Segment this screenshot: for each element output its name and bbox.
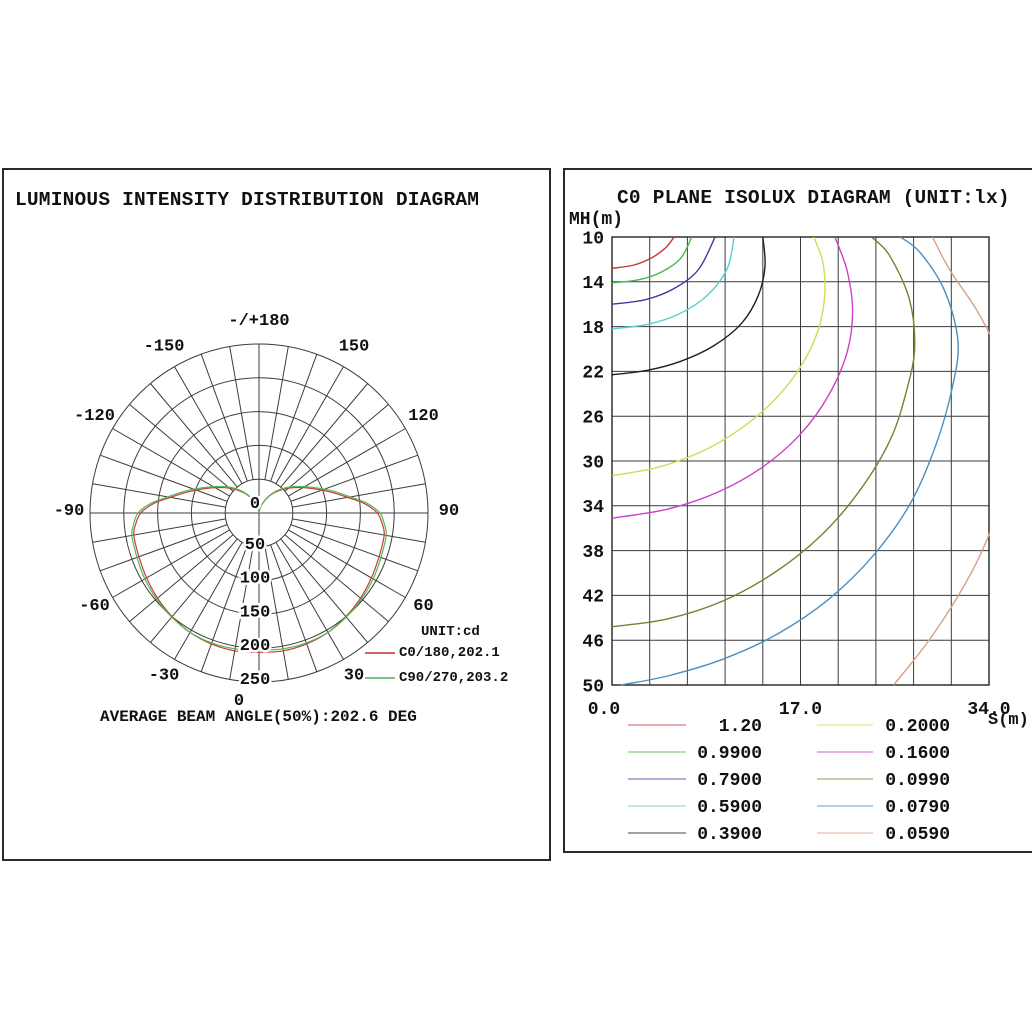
c0-series-swatch [365, 652, 395, 654]
isolux-legend-label: 0.5900 [697, 798, 762, 818]
polar-r-label: 50 [244, 535, 266, 555]
isolux-legend-label: 0.9900 [697, 744, 762, 764]
isolux-y-tick-label: 18 [582, 318, 604, 339]
c0-series-label: C0/180,202.1 [399, 644, 500, 661]
isolux-x-tick-label: 34.0 [967, 700, 1011, 720]
isolux-panel [563, 168, 1032, 853]
c90-series-swatch [365, 677, 395, 679]
isolux-x-tick-label: 0.0 [587, 700, 621, 720]
polar-angle-label: -150 [143, 337, 185, 357]
isolux-legend-label: 0.1600 [885, 744, 950, 764]
polar-angle-label: 150 [338, 337, 370, 357]
isolux-y-tick-label: 38 [582, 542, 604, 563]
luminous-intensity-panel [2, 168, 551, 861]
isolux-legend-label: 0.0790 [885, 798, 950, 818]
luminous-intensity-title: LUMINOUS INTENSITY DISTRIBUTION DIAGRAM [15, 189, 480, 211]
polar-angle-label: 60 [413, 596, 434, 616]
polar-angle-label: 30 [343, 666, 365, 686]
isolux-title: C0 PLANE ISOLUX DIAGRAM (UNIT:lx) [617, 187, 1010, 209]
polar-angle-label: 0 [233, 691, 245, 711]
polar-angle-label: 120 [408, 406, 439, 426]
isolux-y-tick-label: 50 [582, 677, 604, 698]
polar-angle-label: -30 [148, 666, 180, 686]
polar-angle-label: -60 [79, 596, 110, 616]
isolux-y-tick-label: 14 [582, 274, 604, 295]
polar-legend-row-c90 [365, 670, 508, 685]
polar-angle-label: -120 [74, 406, 115, 426]
isolux-y-tick-label: 10 [582, 229, 604, 250]
isolux-legend-label: 0.3900 [697, 825, 762, 845]
average-beam-angle-caption: AVERAGE BEAM ANGLE(50%):202.6 DEG [100, 708, 417, 726]
c90-series-label: C90/270,203.2 [399, 669, 509, 686]
polar-angle-label: -/+180 [228, 311, 290, 331]
isolux-legend-label: 0.7900 [697, 771, 762, 791]
polar-unit-label: UNIT:cd [421, 624, 480, 640]
isolux-x-tick-label: 17.0 [778, 700, 823, 720]
isolux-y-tick-label: 30 [582, 453, 604, 474]
y-axis-label: MH(m) [569, 210, 624, 230]
polar-r-label: 100 [239, 569, 271, 589]
isolux-y-tick-label: 34 [582, 498, 604, 519]
isolux-legend-label: 1.20 [718, 717, 762, 737]
polar-r-label: 200 [239, 637, 271, 657]
polar-legend-row-c0 [365, 645, 500, 660]
isolux-legend-label: 0.2000 [885, 717, 950, 737]
polar-r-label: 250 [239, 670, 271, 690]
isolux-y-tick-label: 22 [582, 363, 604, 384]
isolux-legend-label: 0.0590 [885, 825, 950, 845]
x-axis-label: S(m) [988, 711, 1029, 730]
isolux-y-tick-label: 26 [582, 408, 604, 429]
polar-angle-label: 90 [438, 501, 460, 521]
isolux-y-tick-label: 42 [582, 587, 604, 608]
polar-angle-label: -90 [53, 501, 85, 521]
isolux-y-tick-label: 46 [582, 632, 604, 653]
polar-r-label: 0 [249, 494, 261, 514]
polar-r-label: 150 [239, 603, 271, 623]
isolux-legend-label: 0.0990 [885, 771, 950, 791]
